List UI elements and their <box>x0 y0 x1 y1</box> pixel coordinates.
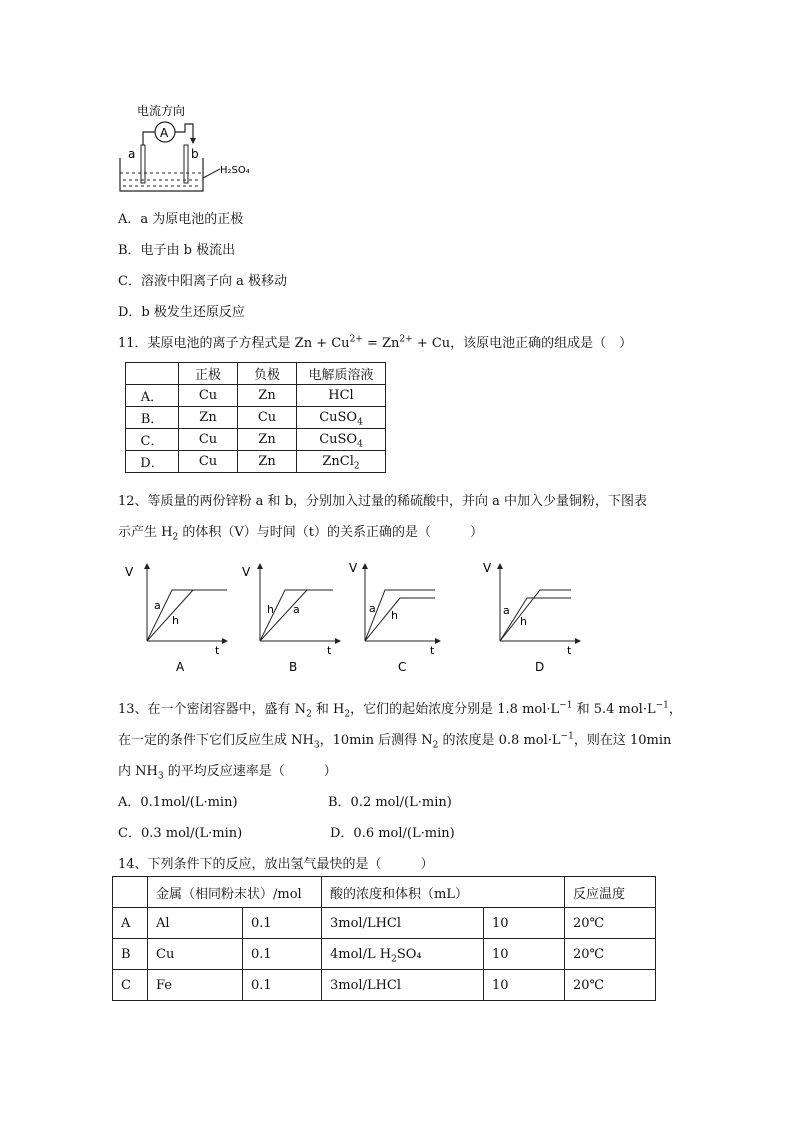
graph-d <box>483 561 580 674</box>
q13-stem-line2: 在一定的条件下它们反应生成 $NH_3$，10min 后测得 $N_2$ 的浓度是 0.8 $mol\cdot L^{-1}$，则在这 10min <box>118 731 672 751</box>
table-row: A Al 0.1 3mol/LHCl 10 20℃ <box>113 908 656 939</box>
q13-stem-line3: 内 $NH_3$ 的平均反应速率是（ ） <box>118 764 337 782</box>
q12-graphs <box>115 556 595 676</box>
svg-text:a: a <box>293 603 300 616</box>
table-header-row: 金属（相同粉末状）/mol 酸的浓度和体积（mL） 反应温度 <box>113 877 656 908</box>
table-row: C Fe 0.1 3mol/LHCl 10 20℃ <box>113 970 656 1001</box>
table-row: B． Zn Cu CuSO$_4$ <box>126 407 386 429</box>
ammeter-label: A <box>160 126 169 140</box>
svg-text:h: h <box>172 614 179 627</box>
svg-text:a: a <box>369 602 376 615</box>
q10-option-b: B．电子由 b 极流出 <box>118 243 236 258</box>
q13-option-b: B．0.2 mol/(L·min) <box>328 795 452 810</box>
svg-text:V: V <box>242 565 251 579</box>
table-row: D． Cu Zn ZnCl$_2$ <box>126 451 386 473</box>
q10-option-d: D．b 极发生还原反应 <box>118 305 245 320</box>
graph-a-label: A <box>176 660 185 674</box>
table-row: B Cu 0.1 4mol/L $H_2SO_4$ 10 20℃ <box>113 939 656 970</box>
electrode-a-label: a <box>128 147 136 161</box>
q14-table <box>112 876 656 1001</box>
table-row: C． Cu Zn CuSO$_4$ <box>126 429 386 451</box>
svg-text:V: V <box>349 561 358 575</box>
graph-c-label: C <box>398 660 407 674</box>
graph-a <box>125 564 227 674</box>
q13-option-d: D．0.6 mol/(L·min) <box>330 826 455 841</box>
q11-table <box>125 362 386 473</box>
svg-text:a: a <box>503 604 510 617</box>
q11-stem: 11．某原电池的离子方程式是 $Zn + Cu^{2+} = Zn^{2+} + Cu$，该原电池正确的组成是（ ） <box>118 334 633 351</box>
svg-text:a: a <box>154 599 161 612</box>
graph-d-label: D <box>535 660 545 674</box>
svg-text:V: V <box>483 561 492 575</box>
table-row: A． Cu Zn HCl <box>126 385 386 407</box>
electrochem-cell-diagram <box>115 98 265 196</box>
electrode-b-label: b <box>191 147 199 161</box>
q12-stem-line1: 12、等质量的两份锌粉 a 和 b，分别加入过量的稀硫酸中，并向 a 中加入少量铜粉，下图表 <box>118 494 648 509</box>
q13-option-c: C．0.3 mol/(L·min) <box>118 826 243 841</box>
svg-text:t: t <box>215 644 220 657</box>
q13-stem-line1: 13、在一个密闭容器中，盛有 $N_2$ 和 $H_2$，它们的起始浓度分别是 1.8 $mol\cdot L^{-1}$ 和 5.4 $mol\cdot L^{-1}$， <box>118 700 682 720</box>
svg-text:h: h <box>267 603 274 616</box>
q14-stem: 14、下列条件下的反应，放出氢气最快的是（ ） <box>118 857 434 872</box>
graph-c <box>349 561 440 674</box>
svg-text:t: t <box>327 644 332 657</box>
q10-option-a: A．a 为原电池的正极 <box>118 212 244 227</box>
q13-option-a: A．0.1mol/(L·min) <box>118 795 238 810</box>
svg-text:t: t <box>567 644 572 657</box>
svg-text:V: V <box>125 565 134 579</box>
q10-option-c: C．溶液中阳离子向 a 极移动 <box>118 274 287 289</box>
q12-stem-line2: 示产生 $H_2$ 的体积（V）与时间（t）的关系正确的是（ ） <box>118 525 483 543</box>
svg-text:h: h <box>391 609 398 622</box>
graph-b-label: B <box>289 660 298 674</box>
svg-text:t: t <box>430 644 435 657</box>
table-header-row: 正极 负极 电解质溶液 <box>126 363 386 385</box>
svg-text:h: h <box>520 615 527 628</box>
current-direction-label: 电流方向 <box>137 104 186 118</box>
electrolyte-label: H₂SO₄ <box>220 165 250 176</box>
graph-b <box>242 564 340 674</box>
